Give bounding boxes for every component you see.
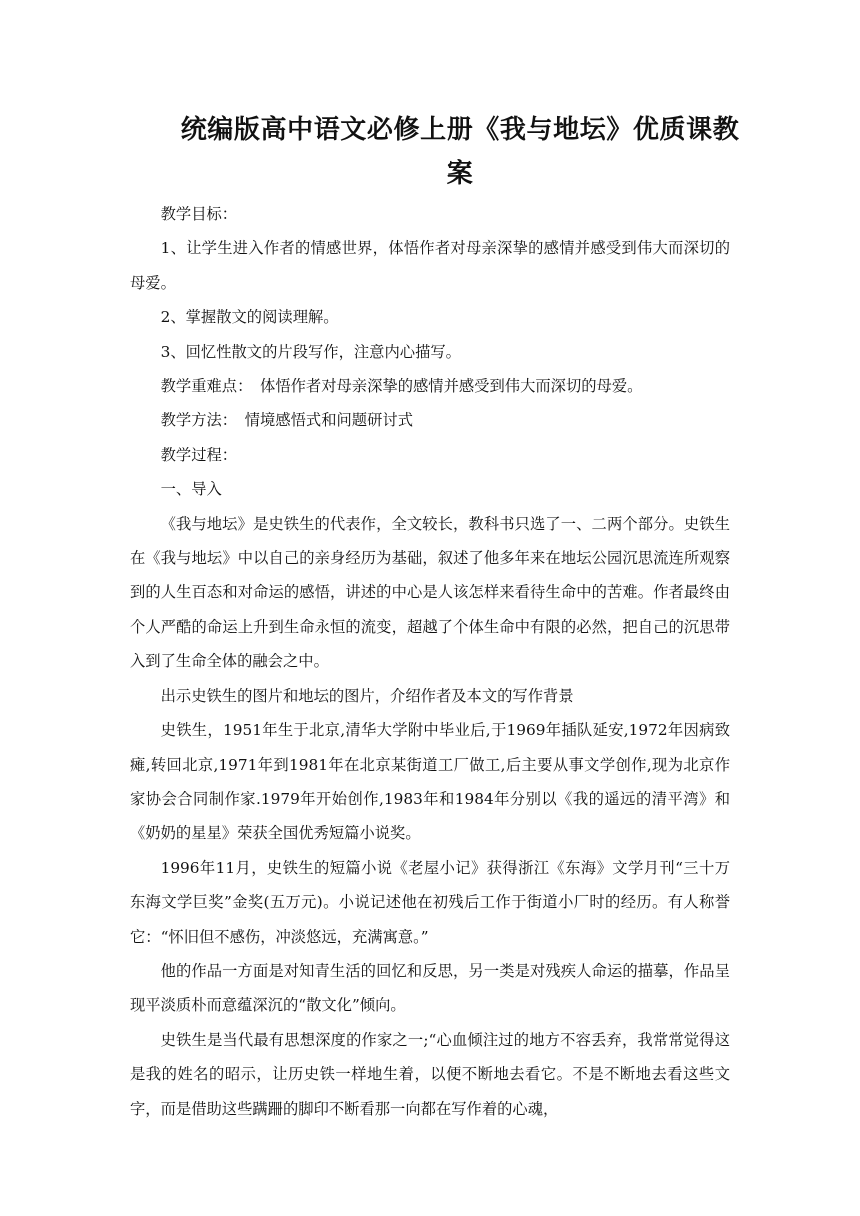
paragraph-key-difficulty: 教学重难点： 体悟作者对母亲深挚的感情并感受到伟大而深切的母爱。 [160,377,643,396]
paragraph-award-1996: 1996年11月，史铁生的短篇小说《老屋小记》获得浙江《东海》文学月刊“三十万东海文学巨奖”金奖(五万元)。小说记述他在初残后工作于街道小厂时的经历。有人称誉它：“怀旧但不感伤，冲淡悠远，充满寓意。” [130,858,730,946]
paragraph-teaching-goals-heading: 教学目标： [160,205,238,223]
paragraph-goal-2: 2、掌握散文的阅读理解。 [160,308,339,327]
paragraph-section-introduction-heading: 一、导入 [160,480,222,499]
paragraph-goal-3: 3、回忆性散文的片段写作，注意内心描写。 [160,342,461,361]
document-title: 统编版高中语文必修上册《我与地坛》优质课教案 [180,115,740,189]
paragraph-author-biography: 史铁生，1951年生于北京,清华大学附中毕业后,于1969年插队延安,1972年因病致瘫,转回北京,1971年到1981年在北京某街道工厂做工,后主要从事文学创作,现为北京作家协会合同制作家.1979年开始创作,1983年和1984年分别以《我的遥远的清平湾》和《奶奶的星星》荣获全国优秀短篇小说奖。 [130,721,730,843]
paragraph-teaching-process-heading: 教学过程： [160,445,238,464]
paragraph-works-characteristics: 他的作品一方面是对知青生活的回忆和反思，另一类是对残疾人命运的描摹，作品呈现平淡质朴而意蕴深沉的“散文化”倾向。 [130,961,730,1015]
paragraph-introduction: 《我与地坛》是史铁生的代表作，全文较长，教科书只选了一、二两个部分。史铁生在《我与地坛》中以自己的亲身经历为基础，叙述了他多年来在地坛公园沉思流连所观察到的人生百态和对命运的感悟，讲述的中心是人该怎样来看待生命中的苦难。作者最终由个人严酷的命运上升到生命永恒的流变，超越了个体生命中有限的必然，把自己的沉思带入到了生命全体的融会之中。 [130,514,730,671]
document-body [130,197,730,1126]
paragraph-goal-1: 1、让学生进入作者的情感世界，体悟作者对母亲深挚的感情并感受到伟大而深切的母爱。 [130,239,730,292]
paragraph-author-background-prompt: 出示史铁生的图片和地坛的图片，介绍作者及本文的写作背景 [160,686,574,705]
paragraph-teaching-method: 教学方法： 情境感悟式和问题研讨式 [160,411,413,430]
paragraph-author-quote: 史铁生是当代最有思想深度的作家之一;“心血倾注过的地方不容丢弃，我常常觉得这是我的姓名的昭示，让历史铁一样地生着，以便不断地去看它。不是不断地去看这些文字，而是借助这些蹒跚的脚印不断看那一向都在写作着的心魂， [130,1030,730,1118]
